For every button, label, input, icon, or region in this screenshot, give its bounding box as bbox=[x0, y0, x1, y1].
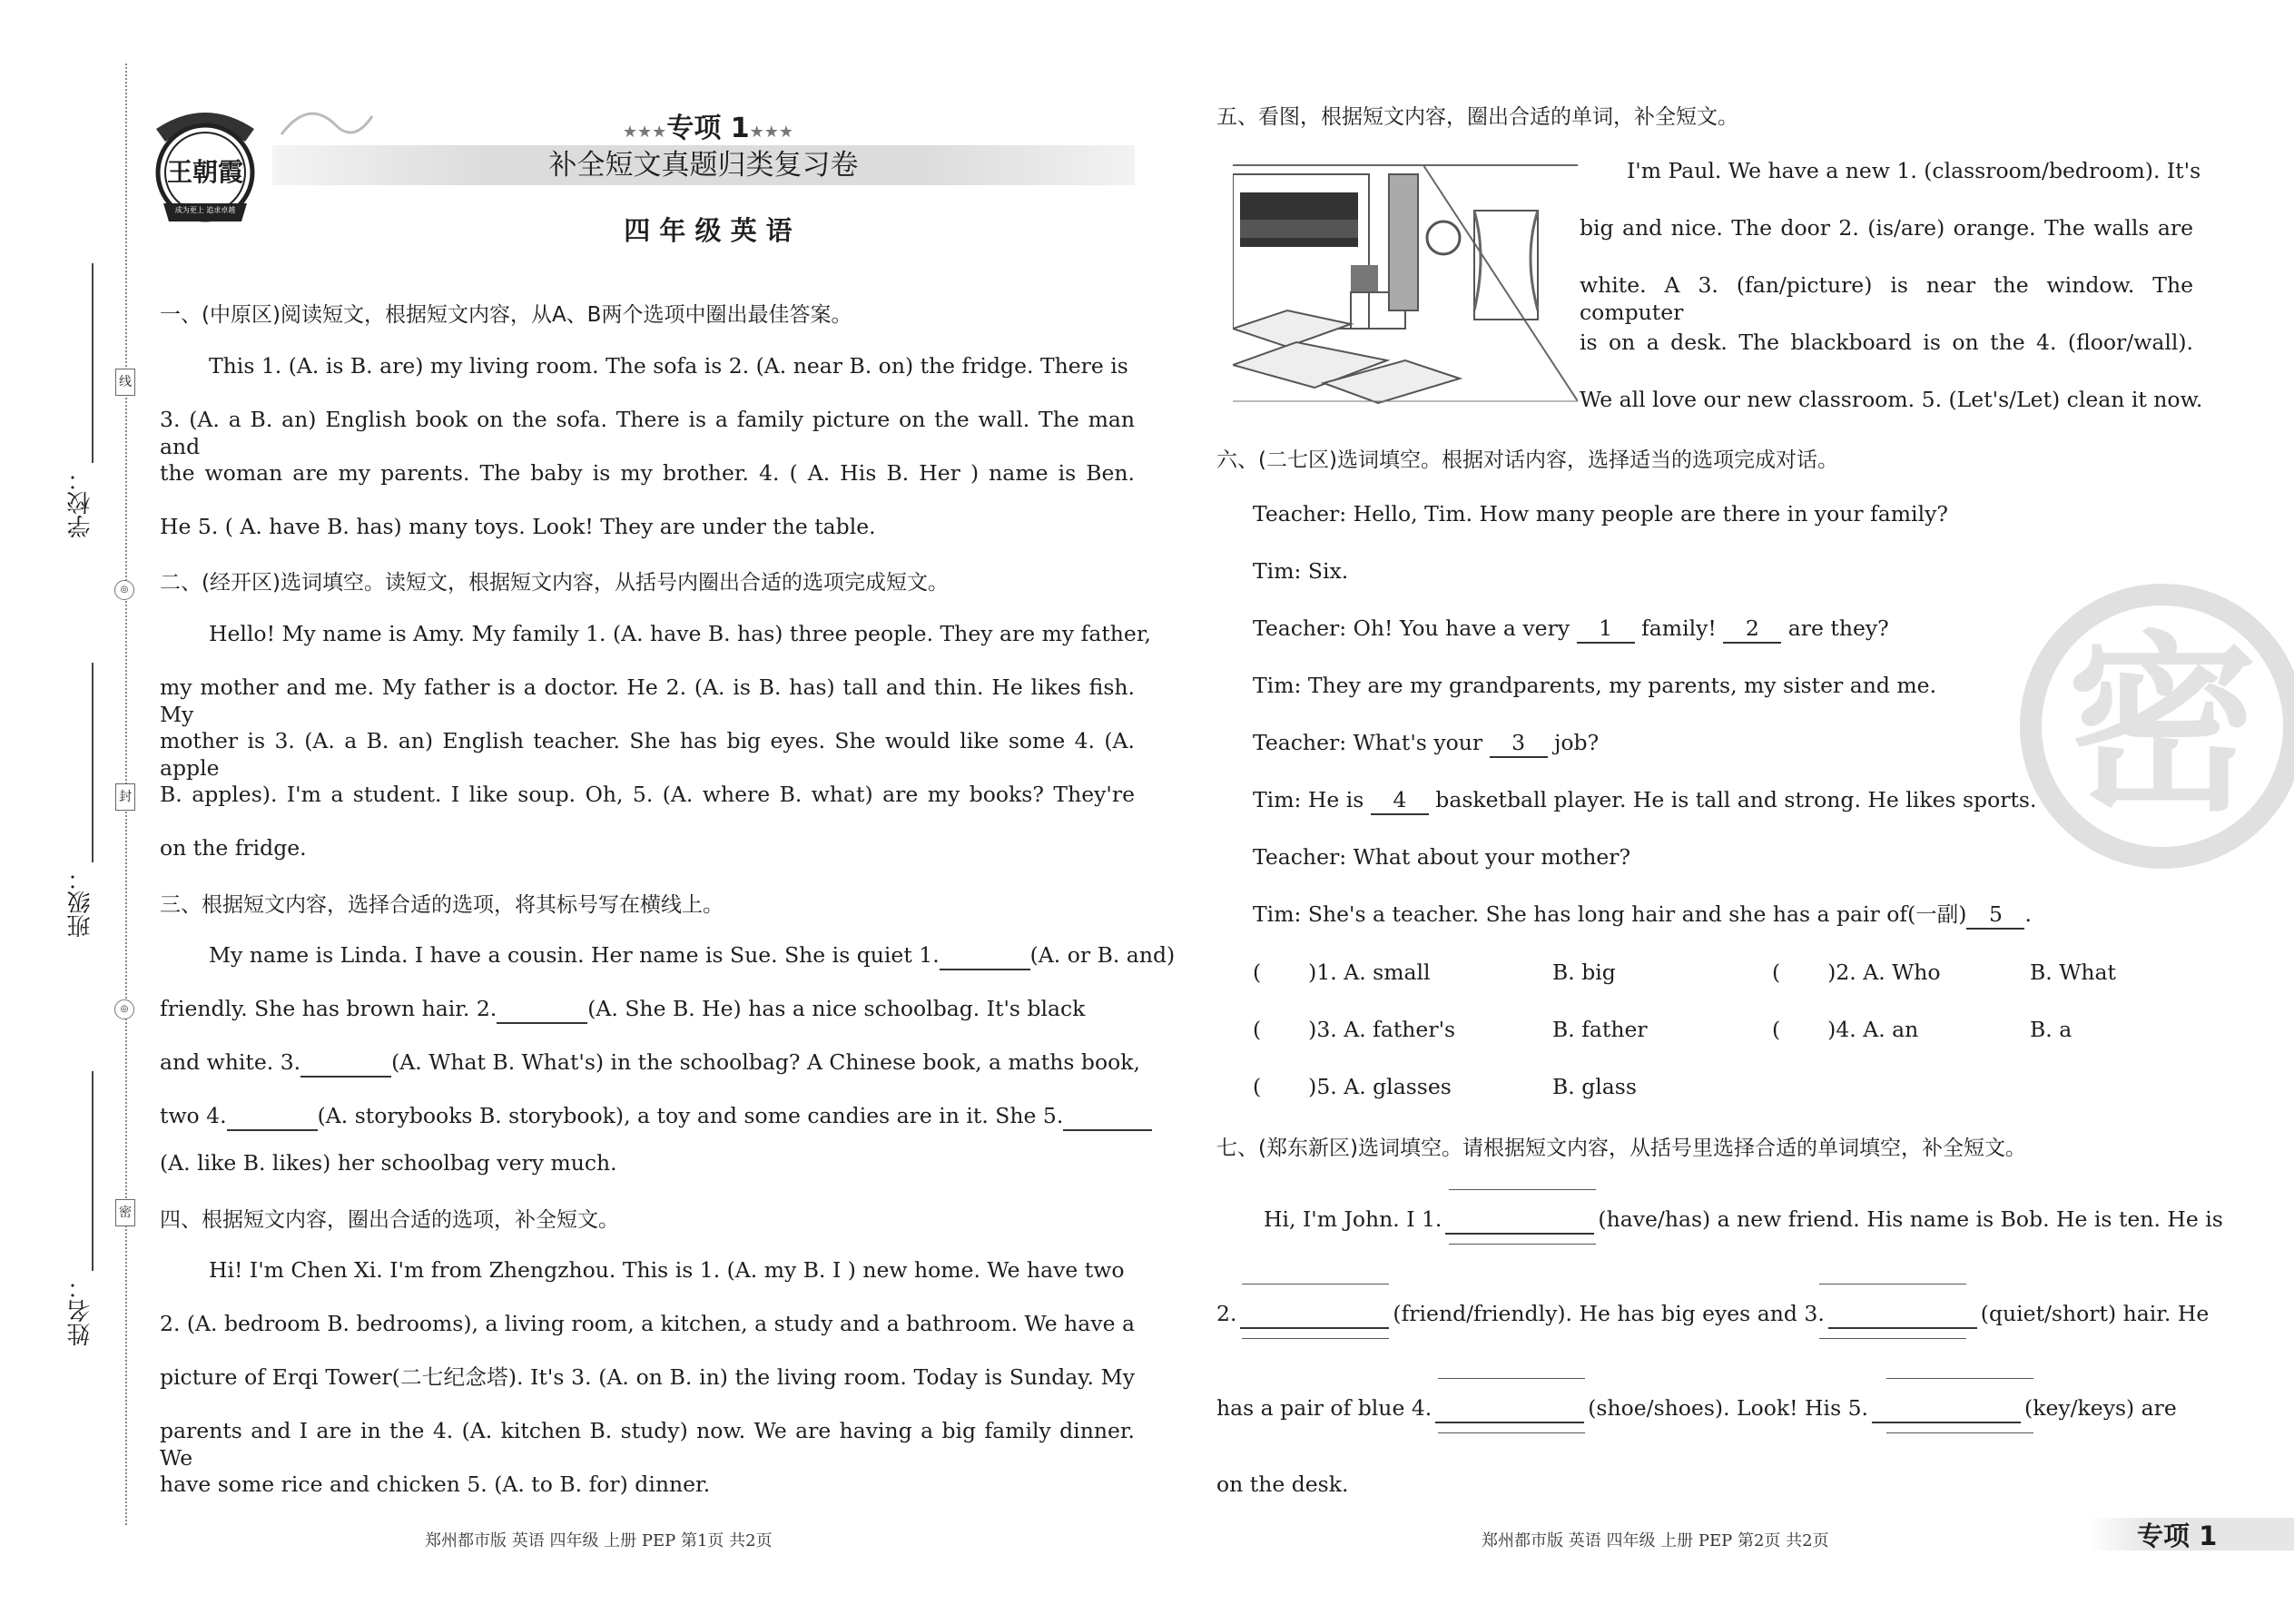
text: Hi, I'm John. I 1. bbox=[1264, 1206, 1442, 1232]
text: (have/has) a new friend. His name is Bob. He is ten. He is bbox=[1598, 1206, 2223, 1232]
section-7-heading: 七、(郑东新区)选词填空。请根据短文内容，从括号里选择合适的单词填空，补全短文。 bbox=[1216, 1137, 2026, 1160]
text: (A. storybooks B. storybook), a toy and some candies are in it. She 5. bbox=[317, 1103, 1064, 1128]
dialogue-line-5 bbox=[1253, 729, 1599, 758]
text: basketball player. He is tall and strong. He likes sports. bbox=[1435, 787, 2037, 812]
text: (quiet/short) hair. He bbox=[1980, 1301, 2210, 1326]
school-label: 学校： bbox=[67, 468, 94, 538]
section-7-line-1 bbox=[1264, 1206, 2223, 1235]
paren: ( bbox=[1253, 1074, 1262, 1099]
option-a: )2. A. Who bbox=[1827, 960, 1941, 985]
answer-blank-2[interactable]: 2 bbox=[1723, 615, 1781, 644]
brand-logo bbox=[151, 102, 260, 229]
school-blank bbox=[92, 263, 94, 463]
option-4-b[interactable]: B. a bbox=[2030, 1017, 2072, 1042]
option-a: )1. A. small bbox=[1308, 960, 1431, 985]
option-1[interactable] bbox=[1253, 960, 1431, 985]
section-5-heading: 五、看图，根据短文内容，圈出合适的单词，补全短文。 bbox=[1216, 105, 1738, 129]
answer-blank-1[interactable]: 1 bbox=[1577, 615, 1635, 644]
option-5[interactable] bbox=[1253, 1074, 1452, 1099]
section-4-line: parents and I are in the 4. (A. kitchen B. study) now. We are having a big family dinner. We bbox=[160, 1418, 1135, 1471]
text: 2. bbox=[1216, 1301, 1237, 1326]
section-3-line-3 bbox=[160, 1048, 1140, 1078]
section-2-line: mother is 3. (A. a B. an) English teacher. She has big eyes. She would like some 4. (A. apple bbox=[160, 728, 1135, 781]
text: Tim: He is bbox=[1253, 787, 1364, 812]
ring-mark: ◎ bbox=[114, 580, 134, 600]
text: (A. What B. What's) in the schoolbag? A Chinese book, a maths book, bbox=[391, 1049, 1140, 1075]
series-title: ★★★专项 1★★★ bbox=[622, 113, 794, 144]
text: job? bbox=[1554, 730, 1600, 755]
text: Teacher: What's your bbox=[1253, 730, 1483, 755]
option-a: )4. A. an bbox=[1827, 1017, 1919, 1042]
section-2-line: my mother and me. My father is a doctor. He 2. (A. is B. has) tall and thin. He likes fish. My bbox=[160, 674, 1135, 727]
text: (friend/friendly). He has big eyes and 3. bbox=[1393, 1301, 1825, 1326]
option-5-b[interactable]: B. glass bbox=[1552, 1074, 1637, 1099]
paren: ( bbox=[1253, 960, 1262, 985]
section-2-line: B. apples). I'm a student. I like soup. Oh, 5. (A. where B. what) are my books? They're bbox=[160, 782, 1135, 807]
section-7-line-4: on the desk. bbox=[1216, 1471, 1349, 1497]
name-blank bbox=[92, 1071, 94, 1271]
text: Teacher: Oh! You have a very bbox=[1253, 615, 1570, 641]
series-text: 专项 1 bbox=[666, 113, 750, 144]
answer-blank[interactable] bbox=[497, 995, 587, 1024]
section-4-line: Hi! I'm Chen Xi. I'm from Zhengzhou. This is 1. (A. my B. I ) new home. We have two bbox=[209, 1257, 1125, 1283]
answer-blank-5[interactable]: 5 bbox=[1966, 901, 2024, 930]
class-blank bbox=[92, 663, 94, 862]
dialogue-line: Tim: Six. bbox=[1253, 558, 1349, 584]
section-4-line: picture of Erqi Tower(二七纪念塔). It's 3. (A. on B. in) the living room. Today is Sunday. My bbox=[160, 1364, 1135, 1390]
answer-blank[interactable] bbox=[1872, 1394, 2021, 1423]
corner-tag: 专项 1 bbox=[2137, 1521, 2218, 1551]
dialogue-line-8 bbox=[1253, 901, 2032, 930]
footer-right: 郑州都市版 英语 四年级 上册 PEP 第2页 共2页 bbox=[1482, 1531, 1829, 1550]
text: two 4. bbox=[160, 1103, 227, 1128]
section-2-line: Hello! My name is Amy. My family 1. (A. have B. has) three people. They are my father, bbox=[209, 621, 1151, 646]
option-a: )3. A. father's bbox=[1308, 1017, 1456, 1042]
paren: ( bbox=[1772, 1017, 1781, 1042]
section-1-heading: 一、(中原区)阅读短文，根据短文内容，从A、B两个选项中圈出最佳答案。 bbox=[160, 303, 852, 327]
secret-seal-watermark bbox=[2017, 581, 2294, 871]
option-1-b[interactable]: B. big bbox=[1552, 960, 1616, 985]
option-2[interactable] bbox=[1772, 960, 1941, 985]
dialogue-line: Teacher: Hello, Tim. How many people are there in your family? bbox=[1253, 501, 1948, 527]
seal-glyph: 密 bbox=[2066, 615, 2258, 837]
section-2-heading: 二、(经开区)选词填空。读短文，根据短文内容，从括号内圈出合适的选项完成短文。 bbox=[160, 571, 949, 595]
answer-blank[interactable] bbox=[300, 1048, 391, 1078]
name-label: 姓名： bbox=[67, 1275, 94, 1346]
seal-box-mark: 封 bbox=[115, 783, 135, 811]
section-3-line-1 bbox=[209, 941, 1175, 970]
ring-mark: ◎ bbox=[114, 999, 134, 1019]
logo-slogan: 成为更上 追求卓越 bbox=[174, 206, 236, 214]
section-5-line: white. A 3. (fan/picture) is near the window. The computer bbox=[1580, 272, 2193, 325]
writing-guide bbox=[1449, 1244, 1596, 1245]
section-5-line: I'm Paul. We have a new 1. (classroom/bedroom). It's bbox=[1627, 158, 2201, 183]
section-3-line-2 bbox=[160, 995, 1085, 1024]
section-1-line: 3. (A. a B. an) English book on the sofa. There is a family picture on the wall. The man and bbox=[160, 407, 1135, 459]
section-3-line-4 bbox=[160, 1102, 1152, 1131]
dialogue-line-6 bbox=[1253, 786, 2036, 815]
section-1-line: He 5. ( A. have B. has) many toys. Look! They are under the table. bbox=[160, 514, 876, 539]
text: Tim: She's a teacher. She has long hair and she has a pair of(一副) bbox=[1253, 901, 1967, 927]
section-6-heading: 六、(二七区)选词填空。根据对话内容，选择适当的选项完成对话。 bbox=[1216, 448, 1838, 472]
answer-blank[interactable] bbox=[227, 1102, 318, 1131]
option-3-b[interactable]: B. father bbox=[1552, 1017, 1648, 1042]
answer-blank[interactable] bbox=[940, 941, 1030, 970]
logo-brand-text: 王朝霞 bbox=[166, 157, 243, 187]
writing-guide bbox=[1438, 1432, 1585, 1433]
section-7-line-2 bbox=[1216, 1300, 2209, 1329]
answer-blank-3[interactable]: 3 bbox=[1490, 729, 1548, 758]
seal-box-mark: 线 bbox=[115, 369, 135, 396]
seal-box-mark: 密 bbox=[115, 1199, 135, 1226]
section-5-line: is on a desk. The blackboard is on the 4. (floor/wall). bbox=[1580, 330, 2193, 355]
answer-blank-4[interactable]: 4 bbox=[1371, 786, 1429, 815]
page-title: 补全短文真题归类复习卷 bbox=[548, 149, 859, 182]
writing-guide bbox=[1242, 1338, 1389, 1339]
section-3-line-5: (A. like B. likes) her schoolbag very much. bbox=[160, 1150, 617, 1176]
answer-blank[interactable] bbox=[1063, 1102, 1152, 1131]
footer-left: 郑州都市版 英语 四年级 上册 PEP 第1页 共2页 bbox=[425, 1531, 773, 1550]
text: (key/keys) are bbox=[2024, 1395, 2177, 1421]
section-4-line: have some rice and chicken 5. (A. to B. for) dinner. bbox=[160, 1471, 711, 1497]
class-label: 班级： bbox=[67, 867, 94, 938]
text: friendly. She has brown hair. 2. bbox=[160, 996, 497, 1021]
text: has a pair of blue 4. bbox=[1216, 1395, 1433, 1421]
writing-guide bbox=[1449, 1189, 1596, 1190]
option-4[interactable] bbox=[1772, 1017, 1918, 1042]
ribbon-decoration bbox=[272, 98, 381, 153]
text: and white. 3. bbox=[160, 1049, 301, 1075]
text: are they? bbox=[1787, 615, 1889, 641]
writing-guide bbox=[1819, 1338, 1966, 1339]
classroom-picture bbox=[1233, 156, 1578, 410]
text: (A. or B. and) bbox=[1029, 942, 1176, 968]
answer-blank[interactable] bbox=[1435, 1394, 1584, 1423]
option-2-b[interactable]: B. What bbox=[2030, 960, 2116, 985]
page-subtitle: 四 年 级 英 语 bbox=[624, 215, 793, 246]
section-1-line: the woman are my parents. The baby is my brother. 4. ( A. His B. Her ) name is Ben. bbox=[160, 460, 1135, 486]
text: My name is Linda. I have a cousin. Her name is Sue. She is quiet 1. bbox=[209, 942, 940, 968]
text: (A. She B. He) has a nice schoolbag. It's black bbox=[587, 996, 1086, 1021]
section-4-line: 2. (A. bedroom B. bedrooms), a living room, a kitchen, a study and a bathroom. We have a bbox=[160, 1311, 1135, 1336]
section-5-line: big and nice. The door 2. (is/are) orange. The walls are bbox=[1580, 215, 2193, 241]
section-2-line: on the fridge. bbox=[160, 835, 307, 861]
section-7-line-3 bbox=[1216, 1394, 2177, 1423]
dialogue-line-3 bbox=[1253, 615, 1889, 644]
option-a: )5. A. glasses bbox=[1308, 1074, 1452, 1099]
answer-blank[interactable] bbox=[1828, 1300, 1977, 1329]
text: . bbox=[2024, 901, 2032, 927]
dialogue-line: Tim: They are my grandparents, my parents, my sister and me. bbox=[1253, 673, 1937, 698]
section-3-heading: 三、根据短文内容，选择合适的选项，将其标号写在横线上。 bbox=[160, 893, 724, 917]
section-5-line: We all love our new classroom. 5. (Let's/Let) clean it now. bbox=[1580, 387, 2203, 412]
paren: ( bbox=[1772, 960, 1781, 985]
text: (shoe/shoes). Look! His 5. bbox=[1588, 1395, 1869, 1421]
section-1-line: This 1. (A. is B. are) my living room. The sofa is 2. (A. near B. on) the fridge. There is bbox=[209, 353, 1128, 379]
dialogue-line: Teacher: What about your mother? bbox=[1253, 844, 1631, 870]
writing-guide bbox=[1886, 1378, 2033, 1379]
option-3[interactable] bbox=[1253, 1017, 1455, 1042]
text: family! bbox=[1641, 615, 1717, 641]
answer-blank[interactable] bbox=[1445, 1206, 1594, 1235]
writing-guide bbox=[1438, 1378, 1585, 1379]
section-4-heading: 四、根据短文内容，圈出合适的选项，补全短文。 bbox=[160, 1208, 619, 1232]
answer-blank[interactable] bbox=[1240, 1300, 1389, 1329]
writing-guide bbox=[1886, 1432, 2033, 1433]
paren: ( bbox=[1253, 1017, 1262, 1042]
